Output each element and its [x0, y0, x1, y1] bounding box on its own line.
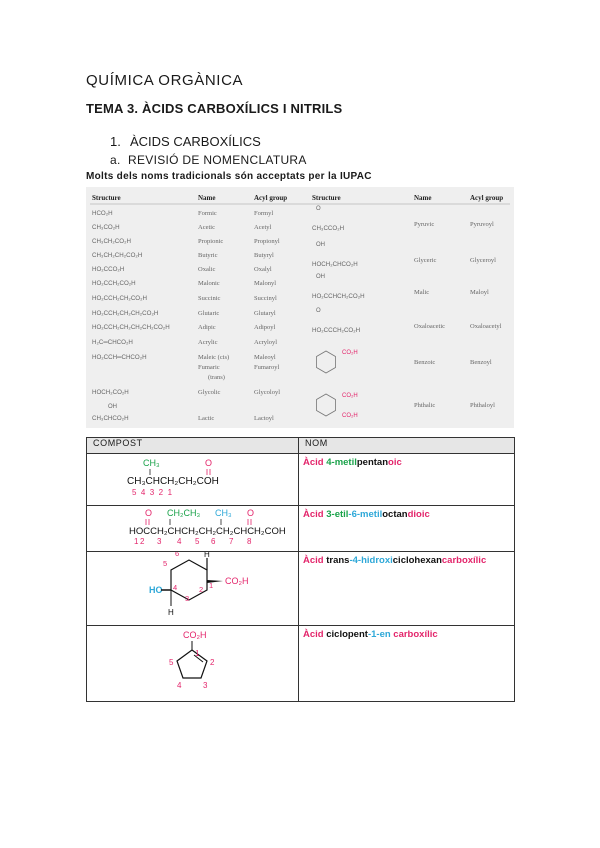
table-row [87, 454, 515, 506]
carbon-number: 3 [185, 594, 190, 603]
acids-header: Structure [92, 194, 121, 202]
name-segment: metil [334, 457, 357, 468]
h-bottom: H [168, 608, 174, 617]
acyl-group-2: Fumaroyl [254, 364, 280, 371]
name-segment: Àcid [303, 457, 327, 468]
section-number: 1. [110, 134, 121, 149]
acids-header: Acyl group [470, 194, 504, 202]
carbonyl-o-left: O [145, 508, 153, 518]
name-segment: ciclohexan [392, 555, 442, 566]
name-segment: carboxílic [393, 629, 438, 640]
acids-header: Structure [312, 194, 341, 202]
name-cell [299, 506, 515, 552]
acyl-group: Maloyl [470, 289, 489, 296]
carbon-number: 7 [229, 537, 234, 546]
name-segment: -4- [349, 555, 362, 566]
carbon-number: 3 [203, 681, 208, 690]
carbon-number: 3 [157, 537, 162, 546]
h-top: H [204, 552, 210, 559]
acids-header: Name [414, 194, 432, 202]
acid-structure: H₂C═CHCO₂H [92, 339, 133, 346]
acid-name: Malic [414, 289, 430, 296]
acids-header: Name [198, 194, 216, 202]
acid-name: Pyruvic [414, 221, 435, 228]
acid-structure: CH₃CH₂CH₂CO₂H [92, 252, 143, 259]
compound-name [303, 555, 486, 566]
hydroxyl-label: HO [149, 585, 163, 595]
acyl-group: Maleoyl [254, 354, 276, 361]
benzene-ring [317, 394, 336, 416]
name-segment: trans [326, 555, 350, 566]
name-cell [299, 454, 515, 506]
structure-cell [87, 626, 299, 702]
acyl-group: Propionyl [254, 238, 280, 245]
acid-name: Butyric [198, 252, 218, 259]
acyl-group: Acetyl [254, 224, 272, 231]
compound-name [303, 509, 430, 520]
ring-substituent: CO₂H [342, 393, 358, 399]
acyl-group: Butyryl [254, 252, 274, 259]
acid-structure: HO₂CCCH₂CO₂H [312, 327, 361, 334]
acyl-group: Succinyl [254, 295, 277, 302]
acyl-group: Acryloyl [254, 339, 278, 346]
name-segment: 3- [326, 509, 335, 520]
acid-name: Maleic (cis) [198, 354, 230, 361]
name-segment: 4- [326, 457, 335, 468]
main-chain-label: CH₃CHCH₂CH₂COH [127, 476, 219, 487]
subsection-label: REVISIÓ DE NOMENCLATURA [128, 153, 307, 167]
document-title: QUÍMICA ORGÀNICA [86, 72, 244, 89]
carbon-number: 1 [209, 581, 214, 590]
acyl-group: Glyceroyl [470, 257, 496, 264]
acids-header: Acyl group [254, 194, 288, 202]
name-segment: hidroxi [361, 555, 393, 566]
methyl-label: CH₃ [215, 508, 232, 518]
structure-top-label: O [316, 206, 321, 212]
acyl-group: Formyl [254, 210, 274, 217]
structure-top-label: OH [108, 404, 117, 410]
acid-name: Malonic [198, 280, 220, 287]
acid-name: Glyceric [414, 257, 437, 264]
carbon-number: 4 [173, 583, 178, 592]
name-segment: oic [388, 457, 402, 468]
carbon-number: 1 [195, 649, 200, 658]
acid-name-3: (trans) [208, 374, 225, 381]
acid-name-2: Fumaric [198, 364, 220, 371]
name-segment: Àcid [303, 509, 327, 520]
structure-3-ethyl-6-methyloctanedioic [87, 506, 299, 546]
acyl-group: Pyruvoyl [470, 221, 494, 228]
name-segment: dioic [407, 509, 430, 520]
acid-name: Oxaloacetic [414, 323, 446, 330]
acids-table-figure [86, 187, 514, 428]
acyl-group: Oxalyl [254, 266, 272, 273]
acid-structure: CH₃CH₂CO₂H [92, 238, 131, 245]
carbon-number: 6 [211, 537, 216, 546]
acid-structure: HO₂CCH₂CO₂H [92, 280, 136, 287]
structure-cyclopent-1-enecarboxylic [87, 626, 299, 696]
compound-name [303, 629, 438, 640]
acid-name: Oxalic [198, 266, 216, 273]
acid-structure: HO₂CCHCH₂CO₂H [312, 293, 365, 300]
acyl-group: Glycoloyl [254, 389, 280, 396]
topic-heading: TEMA 3. ÀCIDS CARBOXÍLICS I NITRILS [86, 101, 343, 116]
acid-name: Adipic [198, 324, 216, 331]
acid-name: Succinic [198, 295, 221, 302]
acyl-group: Phthaloyl [470, 402, 495, 409]
structure-top-label: OH [316, 242, 325, 248]
acid-structure: CH₃CO₂H [92, 224, 120, 231]
carbon-number: 2 [210, 658, 215, 667]
carbon-number: 5 [195, 537, 200, 546]
nom-header: NOM [299, 438, 515, 454]
carbon-number: 1 [134, 537, 139, 546]
acid-structure: HOCH₂CO₂H [92, 389, 129, 396]
structure-cell [87, 506, 299, 552]
name-segment: Àcid [303, 629, 327, 640]
structure-trans-4-hydroxycyclohexanecarboxylic [87, 552, 299, 620]
carbon-number: 2 [140, 537, 145, 546]
ring-substituent-2: CO₂H [342, 413, 358, 419]
acyl-group: Glutaryl [254, 310, 276, 317]
acyl-group: Lactoyl [254, 415, 274, 422]
compound-name [303, 457, 402, 468]
section-heading [110, 134, 261, 149]
acid-structure: HO₂CCH₂CH₂CO₂H [92, 295, 147, 302]
name-segment: Àcid [303, 555, 327, 566]
acid-structure: HCO₂H [92, 210, 113, 217]
name-segment: -6- [348, 509, 361, 520]
ring-substituent: CO₂H [342, 350, 358, 356]
compost-header: COMPOST [87, 438, 299, 454]
structure-cell [87, 552, 299, 626]
acyl-group: Benzoyl [470, 359, 492, 366]
name-segment: etil [334, 509, 349, 520]
structure-cell [87, 454, 299, 506]
acid-structure: CH₃CHCO₂H [92, 415, 129, 422]
carbonyl-o-label: O [205, 458, 213, 468]
acid-name: Benzoic [414, 359, 436, 366]
intro-text: Molts dels noms tradicionals són acceptats per la IUPAC [86, 171, 372, 182]
benzene-ring [317, 351, 336, 373]
ethyl-label: CH₂CH₃ [167, 508, 201, 518]
acid-name: Acrylic [198, 339, 218, 346]
main-chain-label: HOCCH₂CHCH₂CH₂CH₂CHCH₂COH [129, 526, 286, 537]
subsection-number: a. [110, 153, 121, 167]
section-label: ÀCIDS CARBOXÍLICS [130, 134, 261, 149]
name-cell [299, 626, 515, 702]
carbon-number: 4 [177, 681, 182, 690]
structure-top-label: O [316, 308, 321, 314]
acyl-group: Oxaloacetyl [470, 323, 502, 330]
structure-top-label: OH [316, 274, 325, 280]
table-row [87, 506, 515, 552]
carboxylic-acids-table [86, 187, 514, 428]
acid-name: Acetic [198, 224, 215, 231]
carbon-number: 5 [163, 559, 168, 568]
name-segment: pentan [356, 457, 389, 468]
acid-structure: HO₂CCH₂CH₂CH₂CO₂H [92, 310, 159, 317]
acid-name: Glycolic [198, 389, 221, 396]
carbon-number: 6 [175, 552, 180, 558]
name-segment: carboxílic [441, 555, 487, 566]
methyl-label: CH₃ [143, 458, 160, 468]
carbon-number: 4 [177, 537, 182, 546]
table-row [87, 626, 515, 702]
carbon-number: 8 [247, 537, 252, 546]
table-row [87, 552, 515, 626]
carboxyl-label: CO₂H [183, 630, 207, 640]
name-segment: ciclopent [326, 629, 368, 640]
carbonyl-o-right: O [247, 508, 255, 518]
acid-structure: HO₂CCH═CHCO₂H [92, 354, 147, 361]
name-segment: en [379, 629, 391, 640]
carbon-number: 5 [169, 658, 174, 667]
carboxyl-label: CO₂H [225, 576, 249, 586]
table-header-row [87, 438, 515, 454]
subsection-heading [110, 153, 307, 167]
name-segment: -1- [367, 629, 380, 640]
acid-structure: HOCH₂CHCO₂H [312, 261, 358, 268]
carbon-number: 2 [199, 585, 204, 594]
acyl-group: Malonyl [254, 280, 277, 287]
compound-nomenclature-table [86, 437, 515, 702]
acid-name: Formic [198, 210, 217, 217]
acid-structure: HO₂CCH₂CH₂CH₂CH₂CO₂H [92, 324, 170, 331]
acid-structure: HO₂CCO₂H [92, 266, 125, 273]
structure-4-methylpentanoic [87, 454, 299, 500]
carbon-numbers: 5 4 3 2 1 [132, 488, 173, 497]
acid-name: Phthalic [414, 402, 436, 409]
acid-name: Lactic [198, 415, 215, 422]
acid-name: Propionic [198, 238, 224, 245]
name-segment: metil [360, 509, 383, 520]
acid-name: Glutaric [198, 310, 220, 317]
name-cell [299, 552, 515, 626]
acyl-group: Adipoyl [254, 324, 276, 331]
acid-structure: CH₃CCO₂H [312, 225, 345, 232]
name-segment: octan [382, 509, 408, 520]
